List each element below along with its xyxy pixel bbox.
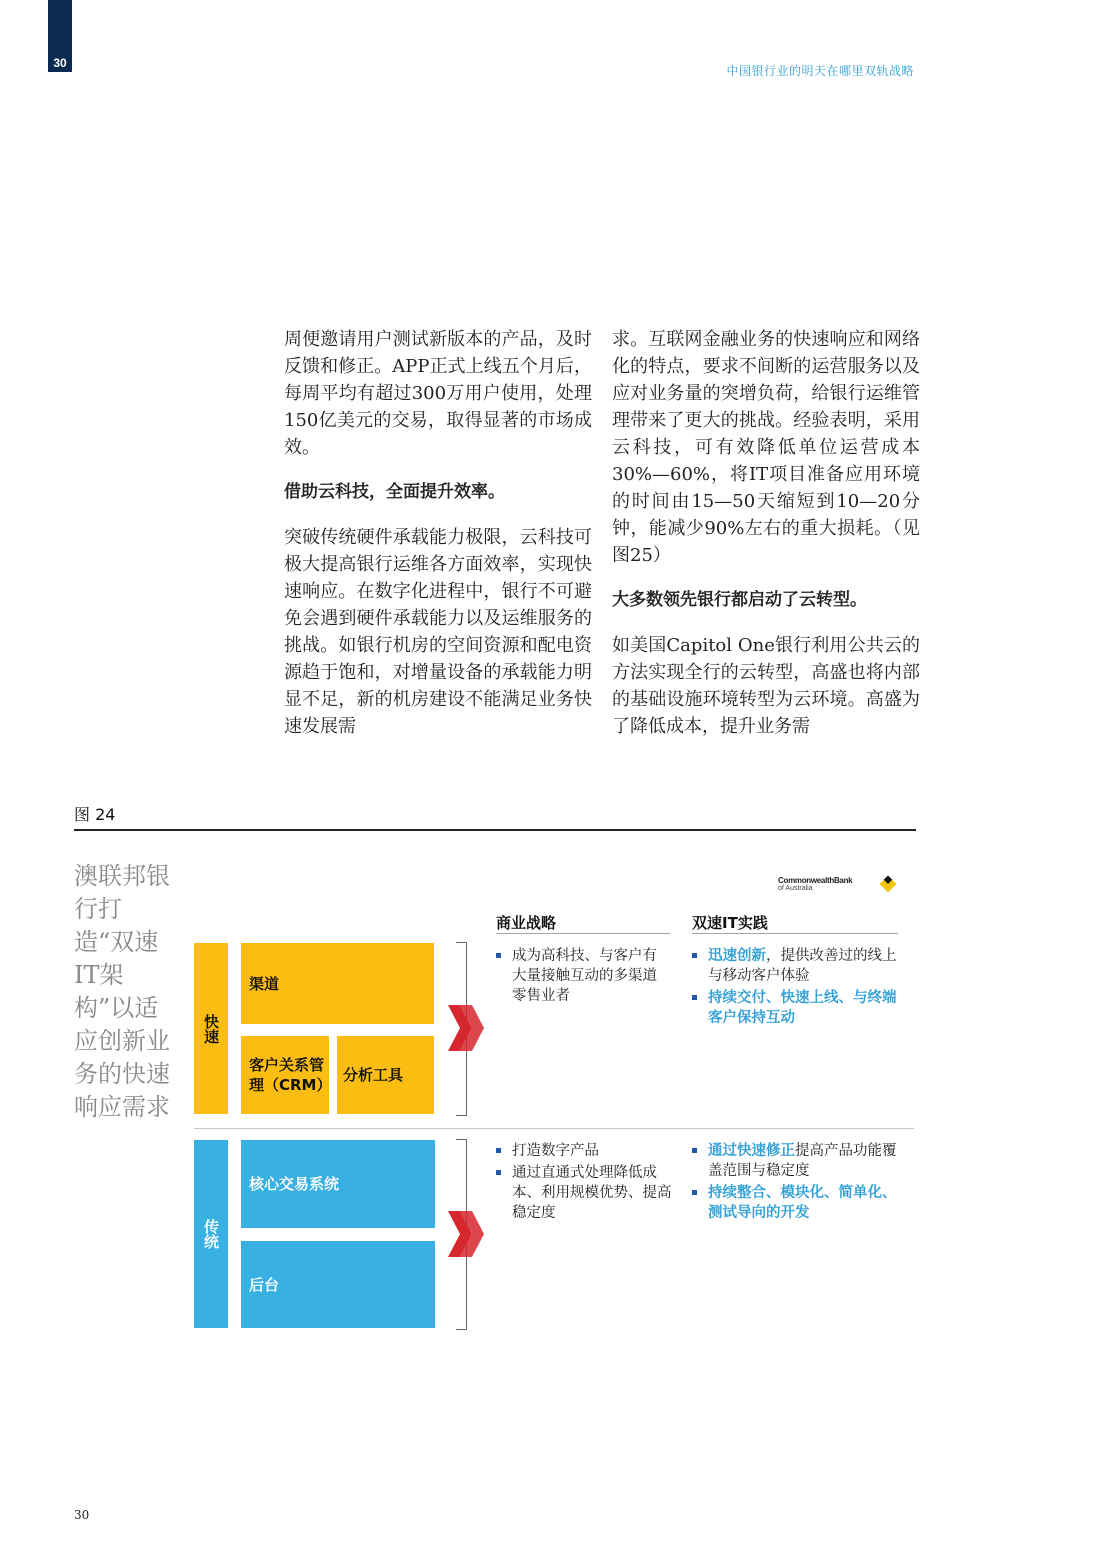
crm-label: 客户关系管理（CRM） (249, 1056, 332, 1094)
page-tab-number: 30 (53, 56, 67, 70)
bullet-text: ，提供改善过的线上与移动客户体验 (708, 948, 897, 984)
fast-side-bar (194, 943, 228, 1114)
traditional-side-label: 传统 (202, 1219, 220, 1249)
list-item: 通过直通式处理降低成本、利用规模优势、提高稳定度 (494, 1163, 674, 1223)
list-item (690, 946, 898, 986)
section-heading: 借助云科技，全面提升效率。 (284, 482, 505, 502)
channel-label: 渠道 (249, 974, 280, 993)
highlight-text: 持续整合、模块化、简单化、测试导向的开发 (708, 1184, 897, 1221)
column-header-it: 双速IT实践 (692, 914, 768, 932)
paragraph: 如美国Capitol One银行利用公共云的方法实现全行的云转型，高盛也将内部的基础设施环境转型为云环境。高盛为了降低成本，提升业务需 (612, 635, 920, 737)
column-header-business: 商业战略 (496, 914, 557, 932)
paragraph: 周便邀请用户测试新版本的产品，及时反馈和修正。APP正式上线五个月后，每周平均有超过300万用户使用，处理150亿美元的交易，取得显著的市场成效。 (284, 329, 592, 458)
core-system-box (241, 1140, 435, 1228)
analytics-box (337, 1036, 434, 1114)
fast-chevron-icon (446, 1003, 486, 1053)
back-office-label: 后台 (249, 1275, 280, 1294)
highlight-text: 迅速创新 (708, 947, 766, 964)
traditional-business-bullets (494, 1141, 674, 1225)
page-number: 30 (74, 1508, 90, 1522)
traditional-it-bullets (690, 1141, 898, 1225)
list-item (690, 1183, 898, 1223)
body-column-right (612, 326, 920, 758)
tier-divider (194, 1128, 914, 1129)
fast-side-label: 快速 (202, 1013, 220, 1044)
running-title: 中国银行业的明天在哪里双轨战略 (726, 64, 914, 78)
channel-box (241, 943, 434, 1024)
highlight-text: 持续交付、快速上线、与终端客户保持互动 (708, 989, 897, 1026)
list-item: 成为高科技、与客户有大量接触互动的多渠道零售业者 (494, 946, 666, 1006)
analytics-label: 分析工具 (343, 1066, 404, 1084)
traditional-side-bar (194, 1140, 228, 1328)
figure-title: 澳联邦银行打造“双速IT架构”以适应创新业务的快速响应需求 (74, 862, 170, 1121)
page-tab (48, 0, 72, 72)
figure-divider (74, 829, 916, 831)
crm-box (241, 1036, 332, 1114)
logo-line-1: CommonwealthBank (778, 876, 853, 885)
fast-it-bullets (690, 946, 898, 1030)
section-heading: 大多数领先银行都启动了云转型。 (612, 590, 867, 610)
body-column-left (284, 326, 592, 758)
list-item: 打造数字产品 (494, 1141, 674, 1161)
back-office-box (241, 1241, 435, 1328)
traditional-chevron-icon (446, 1209, 486, 1259)
cba-logo (778, 876, 898, 900)
column-header-rule (692, 933, 898, 934)
bullet-text: 提高产品功能覆盖范围与稳定度 (708, 1143, 897, 1179)
core-system-label: 核心交易系统 (249, 1175, 340, 1193)
paragraph: 求。互联网金融业务的快速响应和网络化的特点，要求不间断的运营服务以及应对业务量的突增负荷，给银行运维管理带来了更大的挑战。经验表明，采用云科技，可有效降低单位运营成本30%—60%，将IT项目准备应用环境的时间由15—50天缩短到10—20分钟，能减少90%左右的重大损耗。（见图25） (612, 329, 920, 566)
column-header-rule (496, 933, 670, 934)
highlight-text: 通过快速修正 (708, 1142, 795, 1159)
figure-label: 图 24 (74, 805, 116, 824)
logo-line-2: of Australia (778, 885, 813, 892)
paragraph: 突破传统硬件承载能力极限，云科技可极大提高银行运维各方面效率，实现快速响应。在数字化进程中，银行不可避免会遇到硬件承载能力以及运维服务的挑战。如银行机房的空间资源和配电资源趋于饱和，对增量设备的承载能力明显不足，新的机房建设不能满足业务快速发展需 (284, 527, 592, 737)
fast-business-bullets (494, 946, 666, 1008)
list-item (690, 1141, 898, 1181)
list-item (690, 988, 898, 1028)
